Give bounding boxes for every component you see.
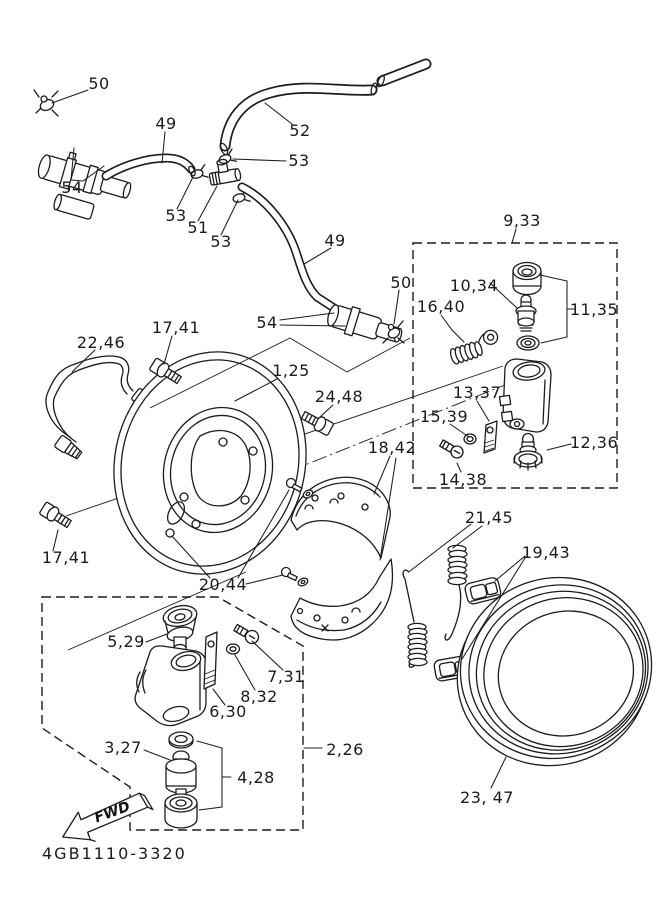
joint-fitting [516,295,536,331]
hose-49b [242,187,334,308]
callout-21-45: 21,45 [464,508,514,527]
fwd-arrow-label: FWD [92,798,133,827]
hose-joint-assembly [34,90,196,220]
callout-54a: 54 [61,178,83,197]
callout-8-32: 8,32 [240,687,278,706]
callout-10-34: 10,34 [449,276,499,295]
callout-50b: 50 [390,273,412,292]
bolt-24-48 [300,408,334,436]
kit-seal-ring [169,732,193,748]
reservoir-cap [513,263,541,295]
callout-17-41a: 17,41 [151,318,201,337]
callout-23-47: 23, 47 [460,788,514,807]
callout-1-25: 1,25 [272,361,310,380]
shoe-pin-lower [282,568,310,588]
bolt-17-41-lower [39,501,73,530]
gasket-plate [204,632,217,689]
callout-53c: 53 [210,232,232,251]
hose-clamp-50a [34,90,58,116]
return-spring-left [403,570,427,667]
diaphragm-plate [484,421,497,453]
brake-shoe-lower [291,559,392,640]
star-fitting [514,434,542,471]
callout-7-31: 7,31 [267,667,305,686]
callout-49a: 49 [155,114,177,133]
callout-49b: 49 [324,231,346,250]
callout-53a: 53 [288,151,310,170]
bracket-line-11-35 [540,275,567,343]
pipe-stub [53,194,95,220]
brake-shoe-upper [291,477,390,558]
callout-17-41b: 17,41 [41,548,91,567]
callout-18-42: 18,42 [367,438,417,457]
callout-14-38: 14,38 [438,470,488,489]
return-spring-right [445,545,467,640]
cup-seal [165,794,197,828]
callout-2-26: 2,26 [326,740,364,759]
screw-7-31 [232,622,261,646]
callout-20-44: 20,44 [198,575,248,594]
pipe-fitting-lower [54,435,83,461]
callout-53b: 53 [165,206,187,225]
callout-9-33: 9,33 [503,211,541,230]
callout-5-29: 5,29 [107,632,145,651]
callout-16-40: 16,40 [416,297,466,316]
callout-50a: 50 [88,74,110,93]
part-code: 4GB1110-3320 [42,844,187,863]
hose-52 [219,64,426,156]
pipe-joint-54a [35,145,135,206]
callout-54b: 54 [256,313,278,332]
screw-14-38 [438,438,465,460]
piston [166,751,196,796]
fwd-arrow [57,788,157,851]
callout-19-43: 19,43 [521,543,571,562]
callout-22-46: 22,46 [76,333,126,352]
master-cylinder-body [499,359,551,432]
callout-13-37: 13,37 [452,383,502,402]
wheel-cylinder-body [135,646,206,726]
washer-8-32 [227,644,240,654]
seal-ring [517,336,539,350]
bracket-line-4-28 [197,741,222,810]
callout-12-36: 12,36 [569,433,619,452]
washer-15-39 [464,434,476,444]
callout-4-28: 4,28 [237,768,275,787]
callout-11-35: 11,35 [569,300,619,319]
callout-6-30: 6,30 [209,702,247,721]
callout-24-48: 24,48 [314,387,364,406]
bleeder-cap [161,603,198,652]
callout-3-27: 3,27 [104,738,142,757]
callout-15-39: 15,39 [419,407,469,426]
callout-51: 51 [187,218,209,237]
callout-52: 52 [289,121,311,140]
